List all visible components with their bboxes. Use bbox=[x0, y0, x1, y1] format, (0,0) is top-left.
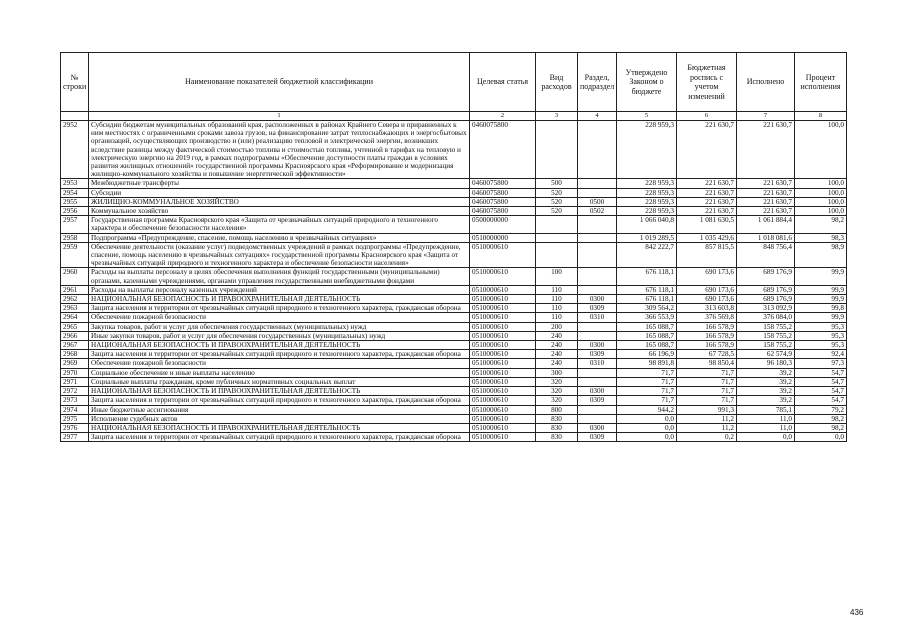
expense-type: 240 bbox=[536, 350, 578, 359]
target-article: 0510000610 bbox=[470, 359, 536, 368]
approved-amount: 676 118,1 bbox=[617, 285, 677, 294]
column-number: 4 bbox=[578, 112, 617, 121]
indicator-name: Защита населения и территории от чрезвычайных ситуаций природного и техногенного характера, гражданская оборона bbox=[89, 433, 470, 442]
expense-type bbox=[536, 233, 578, 242]
section-code: 0300 bbox=[578, 387, 617, 396]
section-code: 0310 bbox=[578, 313, 617, 322]
schedule-amount: 98 850,4 bbox=[677, 359, 737, 368]
section-code: 0300 bbox=[578, 341, 617, 350]
approved-amount: 944,2 bbox=[617, 405, 677, 414]
percent-executed: 98,3 bbox=[795, 233, 847, 242]
target-article: 0510000610 bbox=[470, 405, 536, 414]
table-row bbox=[61, 423, 847, 432]
row-number: 2969 bbox=[61, 359, 89, 368]
percent-executed: 99,8 bbox=[795, 304, 847, 313]
indicator-name: Исполнение судебных актов bbox=[89, 414, 470, 423]
header-target-article: Целевая статья bbox=[470, 53, 536, 112]
table-row bbox=[61, 295, 847, 304]
section-code bbox=[578, 179, 617, 188]
indicator-name: НАЦИОНАЛЬНАЯ БЕЗОПАСНОСТЬ И ПРАВООХРАНИТЕЛЬНАЯ ДЕЯТЕЛЬНОСТЬ bbox=[89, 295, 470, 304]
executed-amount: 221 630,7 bbox=[737, 121, 795, 179]
indicator-name: Расходы на выплаты персоналу казенных учреждений bbox=[89, 285, 470, 294]
expense-type: 200 bbox=[536, 322, 578, 331]
schedule-amount: 857 815,5 bbox=[677, 242, 737, 268]
approved-amount: 71,7 bbox=[617, 387, 677, 396]
target-article: 0510000610 bbox=[470, 350, 536, 359]
executed-amount: 376 084,0 bbox=[737, 313, 795, 322]
percent-executed: 92,4 bbox=[795, 350, 847, 359]
indicator-name: Государственная программа Красноярского края «Защита от чрезвычайных ситуаций природного и техногенного характера и обеспечение безопасности населения» bbox=[89, 216, 470, 233]
indicator-name: Субсидии bbox=[89, 188, 470, 197]
target-article: 0510000610 bbox=[470, 313, 536, 322]
row-number: 2953 bbox=[61, 179, 89, 188]
approved-amount: 366 553,9 bbox=[617, 313, 677, 322]
schedule-amount: 991,3 bbox=[677, 405, 737, 414]
indicator-name: Расходы на выплаты персоналу в целях обеспечения выполнения функций государственными (муниципальными) органами, казенными учреждениями, органами управления государственными внебюджетными фондами bbox=[89, 268, 470, 285]
executed-amount: 848 756,4 bbox=[737, 242, 795, 268]
row-number: 2976 bbox=[61, 423, 89, 432]
expense-type: 520 bbox=[536, 207, 578, 216]
table-row bbox=[61, 359, 847, 368]
table-row bbox=[61, 368, 847, 377]
schedule-amount: 71,7 bbox=[677, 368, 737, 377]
schedule-amount: 71,7 bbox=[677, 377, 737, 386]
table-body bbox=[61, 121, 847, 442]
section-code: 0500 bbox=[578, 197, 617, 206]
percent-executed: 100,0 bbox=[795, 207, 847, 216]
row-number: 2970 bbox=[61, 368, 89, 377]
indicator-name: Обеспечение пожарной безопасности bbox=[89, 313, 470, 322]
percent-executed: 100,0 bbox=[795, 188, 847, 197]
approved-amount: 71,7 bbox=[617, 396, 677, 405]
column-number: 7 bbox=[737, 112, 795, 121]
executed-amount: 158 755,2 bbox=[737, 322, 795, 331]
approved-amount: 676 118,1 bbox=[617, 295, 677, 304]
expense-type: 830 bbox=[536, 414, 578, 423]
section-code: 0300 bbox=[578, 423, 617, 432]
executed-amount: 221 630,7 bbox=[737, 207, 795, 216]
row-number: 2977 bbox=[61, 433, 89, 442]
schedule-amount: 166 578,9 bbox=[677, 331, 737, 340]
schedule-amount: 166 578,9 bbox=[677, 322, 737, 331]
approved-amount: 165 088,7 bbox=[617, 322, 677, 331]
expense-type: 110 bbox=[536, 304, 578, 313]
table-row bbox=[61, 285, 847, 294]
indicator-name: Обеспечение пожарной безопасности bbox=[89, 359, 470, 368]
section-code: 0309 bbox=[578, 396, 617, 405]
page-number: 436 bbox=[850, 608, 864, 617]
percent-executed: 54,7 bbox=[795, 377, 847, 386]
executed-amount: 689 176,9 bbox=[737, 268, 795, 285]
column-number: 8 bbox=[795, 112, 847, 121]
table-row bbox=[61, 233, 847, 242]
executed-amount: 221 630,7 bbox=[737, 188, 795, 197]
row-number: 2968 bbox=[61, 350, 89, 359]
schedule-amount: 221 630,7 bbox=[677, 197, 737, 206]
percent-executed: 100,0 bbox=[795, 121, 847, 179]
row-number: 2966 bbox=[61, 331, 89, 340]
percent-executed: 97,3 bbox=[795, 359, 847, 368]
approved-amount: 71,7 bbox=[617, 377, 677, 386]
column-number: 2 bbox=[470, 112, 536, 121]
indicator-name: Социальное обеспечение и иные выплаты населению bbox=[89, 368, 470, 377]
indicator-name: НАЦИОНАЛЬНАЯ БЕЗОПАСНОСТЬ И ПРАВООХРАНИТЕЛЬНАЯ ДЕЯТЕЛЬНОСТЬ bbox=[89, 423, 470, 432]
expense-type: 110 bbox=[536, 285, 578, 294]
indicator-name: НАЦИОНАЛЬНАЯ БЕЗОПАСНОСТЬ И ПРАВООХРАНИТЕЛЬНАЯ ДЕЯТЕЛЬНОСТЬ bbox=[89, 387, 470, 396]
header-schedule: Бюджетная роспись с учетом изменений bbox=[677, 53, 737, 112]
table-row bbox=[61, 188, 847, 197]
row-number: 2973 bbox=[61, 396, 89, 405]
percent-executed: 54,7 bbox=[795, 387, 847, 396]
expense-type: 320 bbox=[536, 387, 578, 396]
executed-amount: 785,1 bbox=[737, 405, 795, 414]
target-article: 0510000610 bbox=[470, 377, 536, 386]
schedule-amount: 11,2 bbox=[677, 414, 737, 423]
executed-amount: 158 755,2 bbox=[737, 331, 795, 340]
executed-amount: 221 630,7 bbox=[737, 179, 795, 188]
header-row-number: № строки bbox=[61, 53, 89, 112]
executed-amount: 158 755,2 bbox=[737, 341, 795, 350]
executed-amount: 221 630,7 bbox=[737, 197, 795, 206]
executed-amount: 39,2 bbox=[737, 368, 795, 377]
indicator-name: Иные закупки товаров, работ и услуг для обеспечения государственных (муниципальных) нужд bbox=[89, 331, 470, 340]
approved-amount: 0,0 bbox=[617, 423, 677, 432]
indicator-name: Обеспечение деятельности (оказание услуг) подведомственных учреждений в рамках подпрограммы «Предупреждение, спасение, помощь населению в чрезвычайных ситуациях» государственной программы Красноярского края «Защита от чрезвычайных ситуаций природного и техногенного характера и обеспечение безопасности населения» bbox=[89, 242, 470, 268]
percent-executed: 98,2 bbox=[795, 423, 847, 432]
expense-type: 500 bbox=[536, 179, 578, 188]
expense-type bbox=[536, 216, 578, 233]
schedule-amount: 690 173,6 bbox=[677, 295, 737, 304]
expense-type: 300 bbox=[536, 368, 578, 377]
indicator-name: Коммунальное хозяйство bbox=[89, 207, 470, 216]
approved-amount: 676 118,1 bbox=[617, 268, 677, 285]
section-code bbox=[578, 331, 617, 340]
approved-amount: 66 196,9 bbox=[617, 350, 677, 359]
section-code bbox=[578, 322, 617, 331]
section-code: 0502 bbox=[578, 207, 617, 216]
approved-amount: 228 959,3 bbox=[617, 121, 677, 179]
approved-amount: 228 959,3 bbox=[617, 207, 677, 216]
table-row bbox=[61, 405, 847, 414]
target-article: 0510000610 bbox=[470, 387, 536, 396]
target-article: 0460075800 bbox=[470, 197, 536, 206]
section-code bbox=[578, 216, 617, 233]
row-number: 2956 bbox=[61, 207, 89, 216]
target-article: 0510000610 bbox=[470, 285, 536, 294]
approved-amount: 71,7 bbox=[617, 368, 677, 377]
section-code: 0309 bbox=[578, 304, 617, 313]
section-code bbox=[578, 121, 617, 179]
row-number: 2964 bbox=[61, 313, 89, 322]
schedule-amount: 71,7 bbox=[677, 396, 737, 405]
schedule-amount: 67 728,5 bbox=[677, 350, 737, 359]
target-article: 0460075800 bbox=[470, 121, 536, 179]
expense-type: 520 bbox=[536, 197, 578, 206]
column-number-row bbox=[61, 112, 847, 121]
table-row bbox=[61, 350, 847, 359]
row-number: 2962 bbox=[61, 295, 89, 304]
schedule-amount: 376 569,8 bbox=[677, 313, 737, 322]
schedule-amount: 1 081 630,5 bbox=[677, 216, 737, 233]
percent-executed: 54,7 bbox=[795, 368, 847, 377]
column-number: 6 bbox=[677, 112, 737, 121]
percent-executed: 100,0 bbox=[795, 179, 847, 188]
approved-amount: 842 222,7 bbox=[617, 242, 677, 268]
executed-amount: 0,0 bbox=[737, 433, 795, 442]
target-article: 0500000000 bbox=[470, 216, 536, 233]
schedule-amount: 11,2 bbox=[677, 423, 737, 432]
row-number: 2959 bbox=[61, 242, 89, 268]
table-row bbox=[61, 242, 847, 268]
indicator-name: НАЦИОНАЛЬНАЯ БЕЗОПАСНОСТЬ И ПРАВООХРАНИТЕЛЬНАЯ ДЕЯТЕЛЬНОСТЬ bbox=[89, 341, 470, 350]
indicator-name: Защита населения и территории от чрезвычайных ситуаций природного и техногенного характера, гражданская оборона bbox=[89, 396, 470, 405]
schedule-amount: 1 035 429,6 bbox=[677, 233, 737, 242]
table-row bbox=[61, 331, 847, 340]
section-code bbox=[578, 268, 617, 285]
indicator-name: Закупка товаров, работ и услуг для обеспечения государственных (муниципальных) нужд bbox=[89, 322, 470, 331]
approved-amount: 309 564,2 bbox=[617, 304, 677, 313]
percent-executed: 0,0 bbox=[795, 433, 847, 442]
target-article: 0510000610 bbox=[470, 295, 536, 304]
expense-type: 320 bbox=[536, 377, 578, 386]
header-approved: Утверждено Законом о бюджете bbox=[617, 53, 677, 112]
section-code bbox=[578, 188, 617, 197]
indicator-name: ЖИЛИЩНО-КОММУНАЛЬНОЕ ХОЗЯЙСТВО bbox=[89, 197, 470, 206]
target-article: 0510000610 bbox=[470, 242, 536, 268]
approved-amount: 228 959,3 bbox=[617, 188, 677, 197]
row-number: 2960 bbox=[61, 268, 89, 285]
row-number: 2972 bbox=[61, 387, 89, 396]
approved-amount: 98 891,8 bbox=[617, 359, 677, 368]
indicator-name: Защита населения и территории от чрезвычайных ситуаций природного и техногенного характера, гражданская оборона bbox=[89, 304, 470, 313]
schedule-amount: 221 630,7 bbox=[677, 188, 737, 197]
executed-amount: 313 092,9 bbox=[737, 304, 795, 313]
target-article: 0510000610 bbox=[470, 341, 536, 350]
target-article: 0510000610 bbox=[470, 414, 536, 423]
schedule-amount: 71,7 bbox=[677, 387, 737, 396]
approved-amount: 1 066 040,8 bbox=[617, 216, 677, 233]
percent-executed: 98,2 bbox=[795, 414, 847, 423]
expense-type: 830 bbox=[536, 433, 578, 442]
column-number: 1 bbox=[89, 112, 470, 121]
indicator-name: Защита населения и территории от чрезвычайных ситуаций природного и техногенного характера, гражданская оборона bbox=[89, 350, 470, 359]
target-article: 0510000610 bbox=[470, 304, 536, 313]
percent-executed: 98,2 bbox=[795, 216, 847, 233]
header-executed: Исполнено bbox=[737, 53, 795, 112]
indicator-name: Иные бюджетные ассигнования bbox=[89, 405, 470, 414]
budget-table bbox=[60, 52, 847, 442]
approved-amount: 165 088,7 bbox=[617, 341, 677, 350]
schedule-amount: 166 578,9 bbox=[677, 341, 737, 350]
table-row bbox=[61, 121, 847, 179]
target-article: 0460075800 bbox=[470, 207, 536, 216]
percent-executed: 99,9 bbox=[795, 313, 847, 322]
percent-executed: 95,3 bbox=[795, 341, 847, 350]
executed-amount: 689 176,9 bbox=[737, 295, 795, 304]
percent-executed: 95,3 bbox=[795, 331, 847, 340]
approved-amount: 1 019 289,5 bbox=[617, 233, 677, 242]
table-row bbox=[61, 197, 847, 206]
table-row bbox=[61, 216, 847, 233]
schedule-amount: 221 630,7 bbox=[677, 179, 737, 188]
schedule-amount: 313 603,8 bbox=[677, 304, 737, 313]
schedule-amount: 221 630,7 bbox=[677, 207, 737, 216]
table-row bbox=[61, 304, 847, 313]
schedule-amount: 690 173,6 bbox=[677, 285, 737, 294]
section-code bbox=[578, 377, 617, 386]
indicator-name: Социальные выплаты гражданам, кроме публичных нормативных социальных выплат bbox=[89, 377, 470, 386]
row-number: 2954 bbox=[61, 188, 89, 197]
table-row bbox=[61, 414, 847, 423]
expense-type: 830 bbox=[536, 423, 578, 432]
executed-amount: 62 574,9 bbox=[737, 350, 795, 359]
header-expense-type: Вид расходов bbox=[536, 53, 578, 112]
table-row bbox=[61, 179, 847, 188]
target-article: 0510000610 bbox=[470, 396, 536, 405]
row-number: 2965 bbox=[61, 322, 89, 331]
column-number: 3 bbox=[536, 112, 578, 121]
row-number: 2975 bbox=[61, 414, 89, 423]
target-article: 0510000000 bbox=[470, 233, 536, 242]
expense-type: 240 bbox=[536, 359, 578, 368]
expense-type: 110 bbox=[536, 313, 578, 322]
percent-executed: 98,9 bbox=[795, 242, 847, 268]
indicator-name: Субсидии бюджетам муниципальных образований края, расположенных в районах Крайнего Севера и приравненных к ним местностях с ограниченными сроками завоза грузов, на финансирование затрат теплоснабжающих и энергосбытовых организаций, осуществляющих производство и (или) реализацию тепловой и электрической энергии, возникших вследствие разницы между фактической стоимостью топлива и стоимостью топлива, учтенной в тарифах на тепловую и электрическую энергию на 2019 год, в рамках подпрограммы «Обеспечение доступности платы граждан в условиях развития жилищных отношений» государственной программы Красноярского края «Реформирование и модернизация жилищно-коммунального хозяйства и повышение энергетической эффективности» bbox=[89, 121, 470, 179]
percent-executed: 100,0 bbox=[795, 197, 847, 206]
table-row bbox=[61, 268, 847, 285]
expense-type: 100 bbox=[536, 268, 578, 285]
executed-amount: 96 180,3 bbox=[737, 359, 795, 368]
section-code bbox=[578, 368, 617, 377]
row-number: 2963 bbox=[61, 304, 89, 313]
executed-amount: 11,0 bbox=[737, 423, 795, 432]
column-number: 5 bbox=[617, 112, 677, 121]
schedule-amount: 221 630,7 bbox=[677, 121, 737, 179]
percent-executed: 95,3 bbox=[795, 322, 847, 331]
target-article: 0460075800 bbox=[470, 179, 536, 188]
percent-executed: 99,9 bbox=[795, 285, 847, 294]
executed-amount: 39,2 bbox=[737, 396, 795, 405]
expense-type: 110 bbox=[536, 295, 578, 304]
executed-amount: 1 061 884,4 bbox=[737, 216, 795, 233]
row-number: 2971 bbox=[61, 377, 89, 386]
expense-type: 240 bbox=[536, 341, 578, 350]
table-row bbox=[61, 387, 847, 396]
percent-executed: 79,2 bbox=[795, 405, 847, 414]
row-number: 2967 bbox=[61, 341, 89, 350]
expense-type: 520 bbox=[536, 188, 578, 197]
percent-executed: 99,9 bbox=[795, 268, 847, 285]
section-code bbox=[578, 414, 617, 423]
table-row bbox=[61, 433, 847, 442]
approved-amount: 165 088,7 bbox=[617, 331, 677, 340]
percent-executed: 54,7 bbox=[795, 396, 847, 405]
table-row bbox=[61, 341, 847, 350]
header-indicator-name: Наименование показателей бюджетной классификации bbox=[89, 53, 470, 112]
executed-amount: 39,2 bbox=[737, 387, 795, 396]
indicator-name: Подпрограмма «Предупреждение, спасение, помощь населению в чрезвычайных ситуациях» bbox=[89, 233, 470, 242]
section-code bbox=[578, 242, 617, 268]
schedule-amount: 690 173,6 bbox=[677, 268, 737, 285]
section-code bbox=[578, 405, 617, 414]
row-number: 2955 bbox=[61, 197, 89, 206]
table-row bbox=[61, 377, 847, 386]
row-number: 2974 bbox=[61, 405, 89, 414]
section-code: 0300 bbox=[578, 295, 617, 304]
executed-amount: 11,0 bbox=[737, 414, 795, 423]
percent-executed: 99,9 bbox=[795, 295, 847, 304]
executed-amount: 39,2 bbox=[737, 377, 795, 386]
target-article: 0510000610 bbox=[470, 268, 536, 285]
expense-type: 320 bbox=[536, 396, 578, 405]
row-number: 2958 bbox=[61, 233, 89, 242]
approved-amount: 228 959,3 bbox=[617, 179, 677, 188]
section-code: 0310 bbox=[578, 359, 617, 368]
expense-type: 240 bbox=[536, 331, 578, 340]
expense-type: 800 bbox=[536, 405, 578, 414]
approved-amount: 228 959,3 bbox=[617, 197, 677, 206]
row-number: 2957 bbox=[61, 216, 89, 233]
executed-amount: 689 176,9 bbox=[737, 285, 795, 294]
section-code: 0309 bbox=[578, 350, 617, 359]
section-code: 0309 bbox=[578, 433, 617, 442]
schedule-amount: 0,2 bbox=[677, 433, 737, 442]
target-article: 0510000610 bbox=[470, 423, 536, 432]
table-row bbox=[61, 396, 847, 405]
header-row bbox=[61, 53, 847, 112]
header-percent: Процент исполнения bbox=[795, 53, 847, 112]
target-article: 0510000610 bbox=[470, 433, 536, 442]
expense-type bbox=[536, 121, 578, 179]
target-article: 0510000610 bbox=[470, 368, 536, 377]
section-code bbox=[578, 233, 617, 242]
row-number: 2961 bbox=[61, 285, 89, 294]
table-row bbox=[61, 207, 847, 216]
target-article: 0510000610 bbox=[470, 331, 536, 340]
target-article: 0510000610 bbox=[470, 322, 536, 331]
target-article: 0460075800 bbox=[470, 188, 536, 197]
section-code bbox=[578, 285, 617, 294]
indicator-name: Межбюджетные трансферты bbox=[89, 179, 470, 188]
approved-amount: 0,0 bbox=[617, 433, 677, 442]
expense-type bbox=[536, 242, 578, 268]
column-number bbox=[61, 112, 89, 121]
table-row bbox=[61, 322, 847, 331]
approved-amount: 0,0 bbox=[617, 414, 677, 423]
header-section: Раздел, подраздел bbox=[578, 53, 617, 112]
table-row bbox=[61, 313, 847, 322]
row-number: 2952 bbox=[61, 121, 89, 179]
executed-amount: 1 018 081,6 bbox=[737, 233, 795, 242]
